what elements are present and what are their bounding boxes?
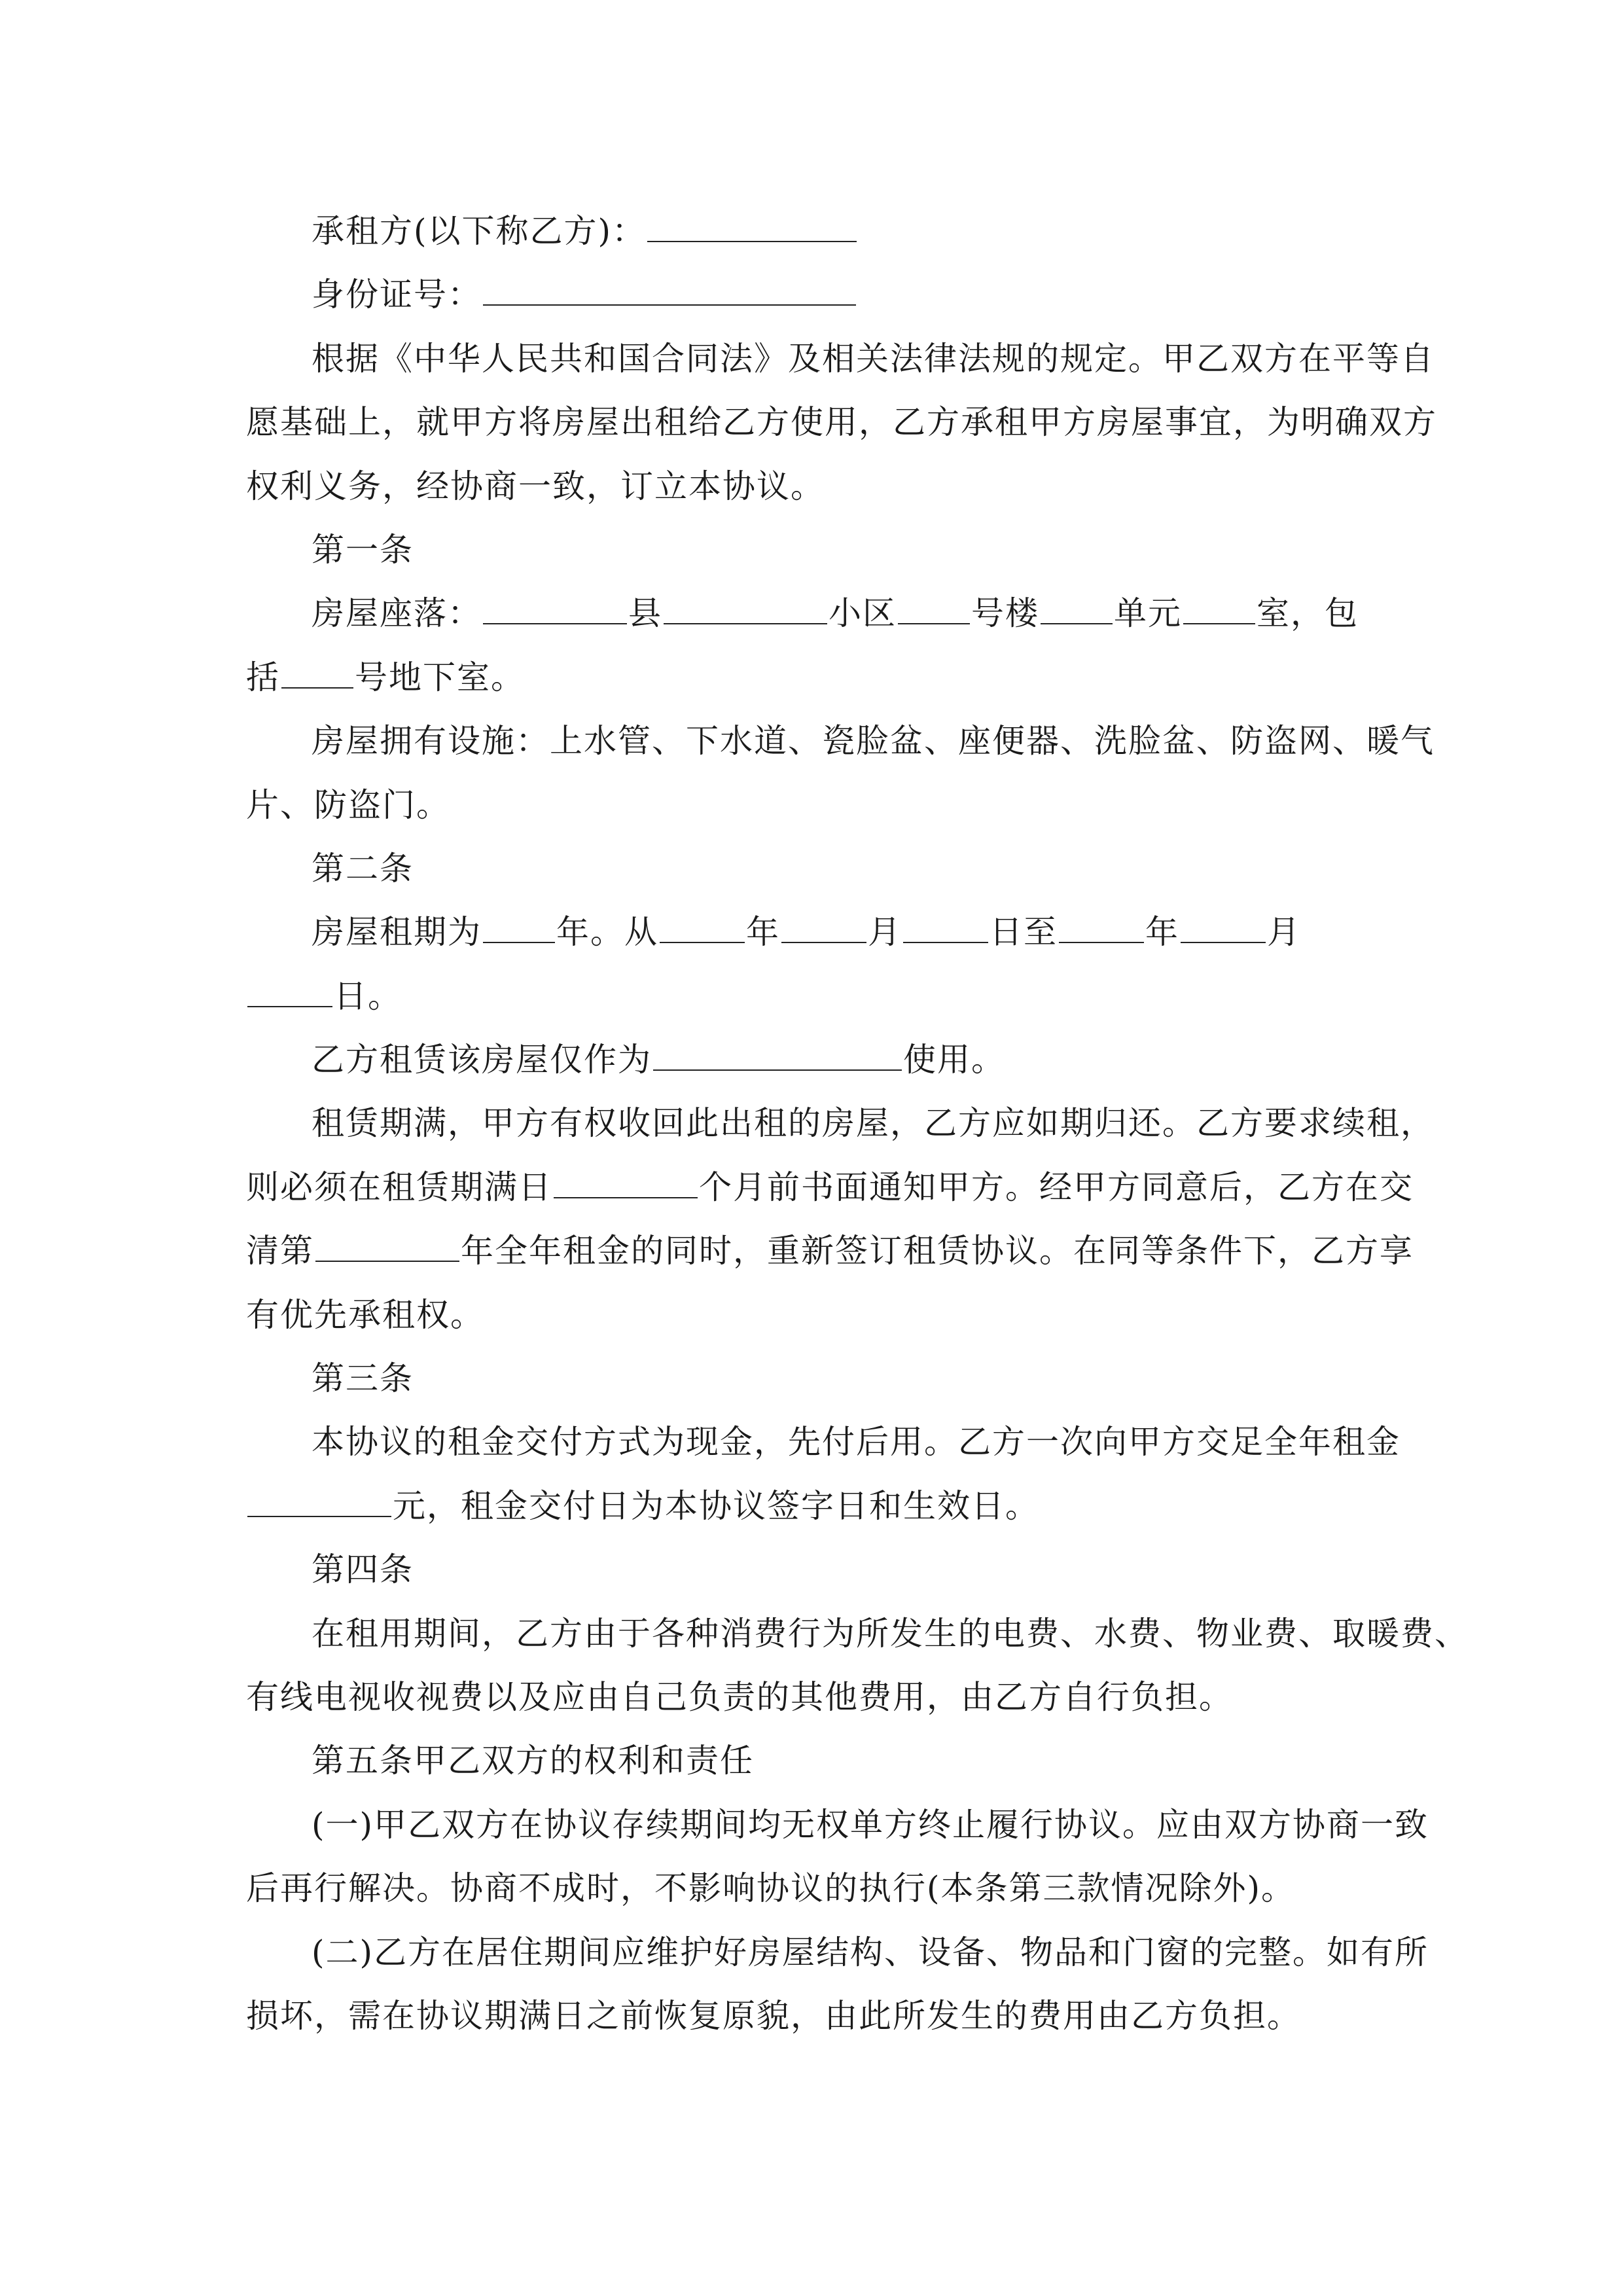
article-3-title: 第三条 (312, 1359, 414, 1398)
notice-months-blank[interactable] (554, 1172, 698, 1198)
use-suffix: 使用。 (903, 1041, 1005, 1079)
start-month-blank[interactable] (781, 917, 866, 943)
renew-text-d: 年全年租金的同时，重新签订租赁协议。在同等条件下，乙方享 (461, 1232, 1414, 1270)
use-blank[interactable] (653, 1045, 902, 1071)
fees-line-1: 在租用期间，乙方由于各种消费行为所发生的电费、水费、物业费、取暖费、 (312, 1614, 1469, 1653)
community-text: 小区 (829, 594, 897, 633)
lessee-label: 承租方(以下称乙方)： (312, 212, 647, 250)
id-label: 身份证号： (312, 276, 482, 314)
item-1-line-2: 后再行解决。协商不成时，不影响协议的执行(本条第三款情况除外)。 (246, 1869, 1296, 1908)
start-day-blank[interactable] (903, 917, 988, 943)
item-2-line-1: (二)乙方在居住期间应维护好房屋结构、设备、物品和门窗的完整。如有所 (312, 1933, 1429, 1971)
term-years-blank[interactable] (483, 917, 555, 943)
payment-line-2 (246, 1475, 1377, 1538)
facilities-line-1: 房屋拥有设施：上水管、下水道、瓷脸盆、座便器、洗脸盆、防盗网、暖气 (312, 722, 1435, 761)
article-1-title: 第一条 (312, 530, 414, 569)
payment-text: 元，租金交付日为本协议签字日和生效日。 (393, 1486, 1039, 1525)
intro-line-2: 愿基础上，就甲方将房屋出租给乙方使用，乙方承租甲方房屋事宜，为明确双方 (246, 403, 1437, 442)
payment-line-1: 本协议的租金交付方式为现金，先付后用。乙方一次向甲方交足全年租金 (312, 1423, 1400, 1462)
article-5-title: 第五条甲乙双方的权利和责任 (312, 1742, 754, 1780)
use-label: 乙方租赁该房屋仅作为 (312, 1041, 652, 1079)
fees-line-2: 有线电视收视费以及应由自己负责的其他费用，由乙方自行负担。 (246, 1677, 1233, 1716)
room-text: 室，包 (1257, 594, 1359, 633)
building-text: 号楼 (971, 594, 1039, 633)
renew-line-3 (246, 1219, 1414, 1283)
unit-blank[interactable] (1041, 598, 1113, 624)
renew-text-c: 清第 (246, 1232, 314, 1270)
building-blank[interactable] (898, 598, 970, 624)
item-1-line-1: (一)甲乙双方在协议存续期间均无权单方终止履行协议。应由双方协商一致 (312, 1805, 1429, 1844)
use-line (246, 1028, 1377, 1092)
basement-line (246, 646, 1377, 709)
contract-page (246, 200, 1469, 2048)
start-month-text: 月 (868, 913, 902, 952)
county-blank[interactable] (483, 598, 627, 624)
article-4-title: 第四条 (312, 1551, 414, 1589)
basement-blank[interactable] (281, 662, 353, 689)
id-blank[interactable] (483, 279, 856, 306)
location-label: 房屋座落： (312, 594, 482, 633)
incl-prefix: 括 (246, 658, 280, 696)
day-to-text: 日至 (990, 913, 1058, 952)
day-end-text: 日。 (334, 977, 402, 1015)
facilities-line-2: 片、防盗门。 (246, 785, 450, 824)
community-blank[interactable] (664, 598, 827, 624)
renew-text-b: 个月前书面通知甲方。经甲方同意后，乙方在交 (699, 1168, 1414, 1206)
location-line (246, 582, 1377, 645)
end-day-blank[interactable] (247, 981, 332, 1007)
room-blank[interactable] (1183, 598, 1255, 624)
lessee-blank[interactable] (647, 216, 857, 242)
year-from-text: 年。从 (556, 913, 658, 952)
start-year-text: 年 (746, 913, 780, 952)
term-label: 房屋租期为 (312, 913, 482, 952)
end-month-blank[interactable] (1181, 917, 1266, 943)
lessee-line (246, 200, 1377, 263)
rent-amount-blank[interactable] (247, 1491, 391, 1517)
rent-year-blank[interactable] (315, 1236, 459, 1262)
start-year-blank[interactable] (660, 917, 745, 943)
intro-line-1: 根据《中华人民共和国合同法》及相关法律法规的规定。甲乙双方在平等自 (312, 339, 1435, 378)
county-text: 县 (628, 594, 662, 633)
intro-line-3: 权利义务，经协商一致，订立本协议。 (246, 467, 825, 505)
end-year-blank[interactable] (1059, 917, 1144, 943)
renew-line-2 (246, 1156, 1414, 1219)
end-year-text: 年 (1145, 913, 1179, 952)
renew-line-1: 租赁期满，甲方有权收回此出租的房屋，乙方应如期归还。乙方要求续租， (312, 1104, 1435, 1143)
term-line (246, 901, 1377, 964)
term-end-line (246, 965, 1377, 1028)
basement-text: 号地下室。 (355, 658, 525, 696)
unit-text: 单元 (1114, 594, 1182, 633)
renew-text-a: 则必须在租赁期满日 (246, 1168, 552, 1206)
article-2-title: 第二条 (312, 849, 414, 888)
id-line (246, 263, 1377, 327)
renew-line-4: 有优先承租权。 (246, 1295, 484, 1334)
end-month-text: 月 (1267, 913, 1301, 952)
item-2-line-2: 损坏，需在协议期满日之前恢复原貌，由此所发生的费用由乙方负担。 (246, 1996, 1301, 2035)
